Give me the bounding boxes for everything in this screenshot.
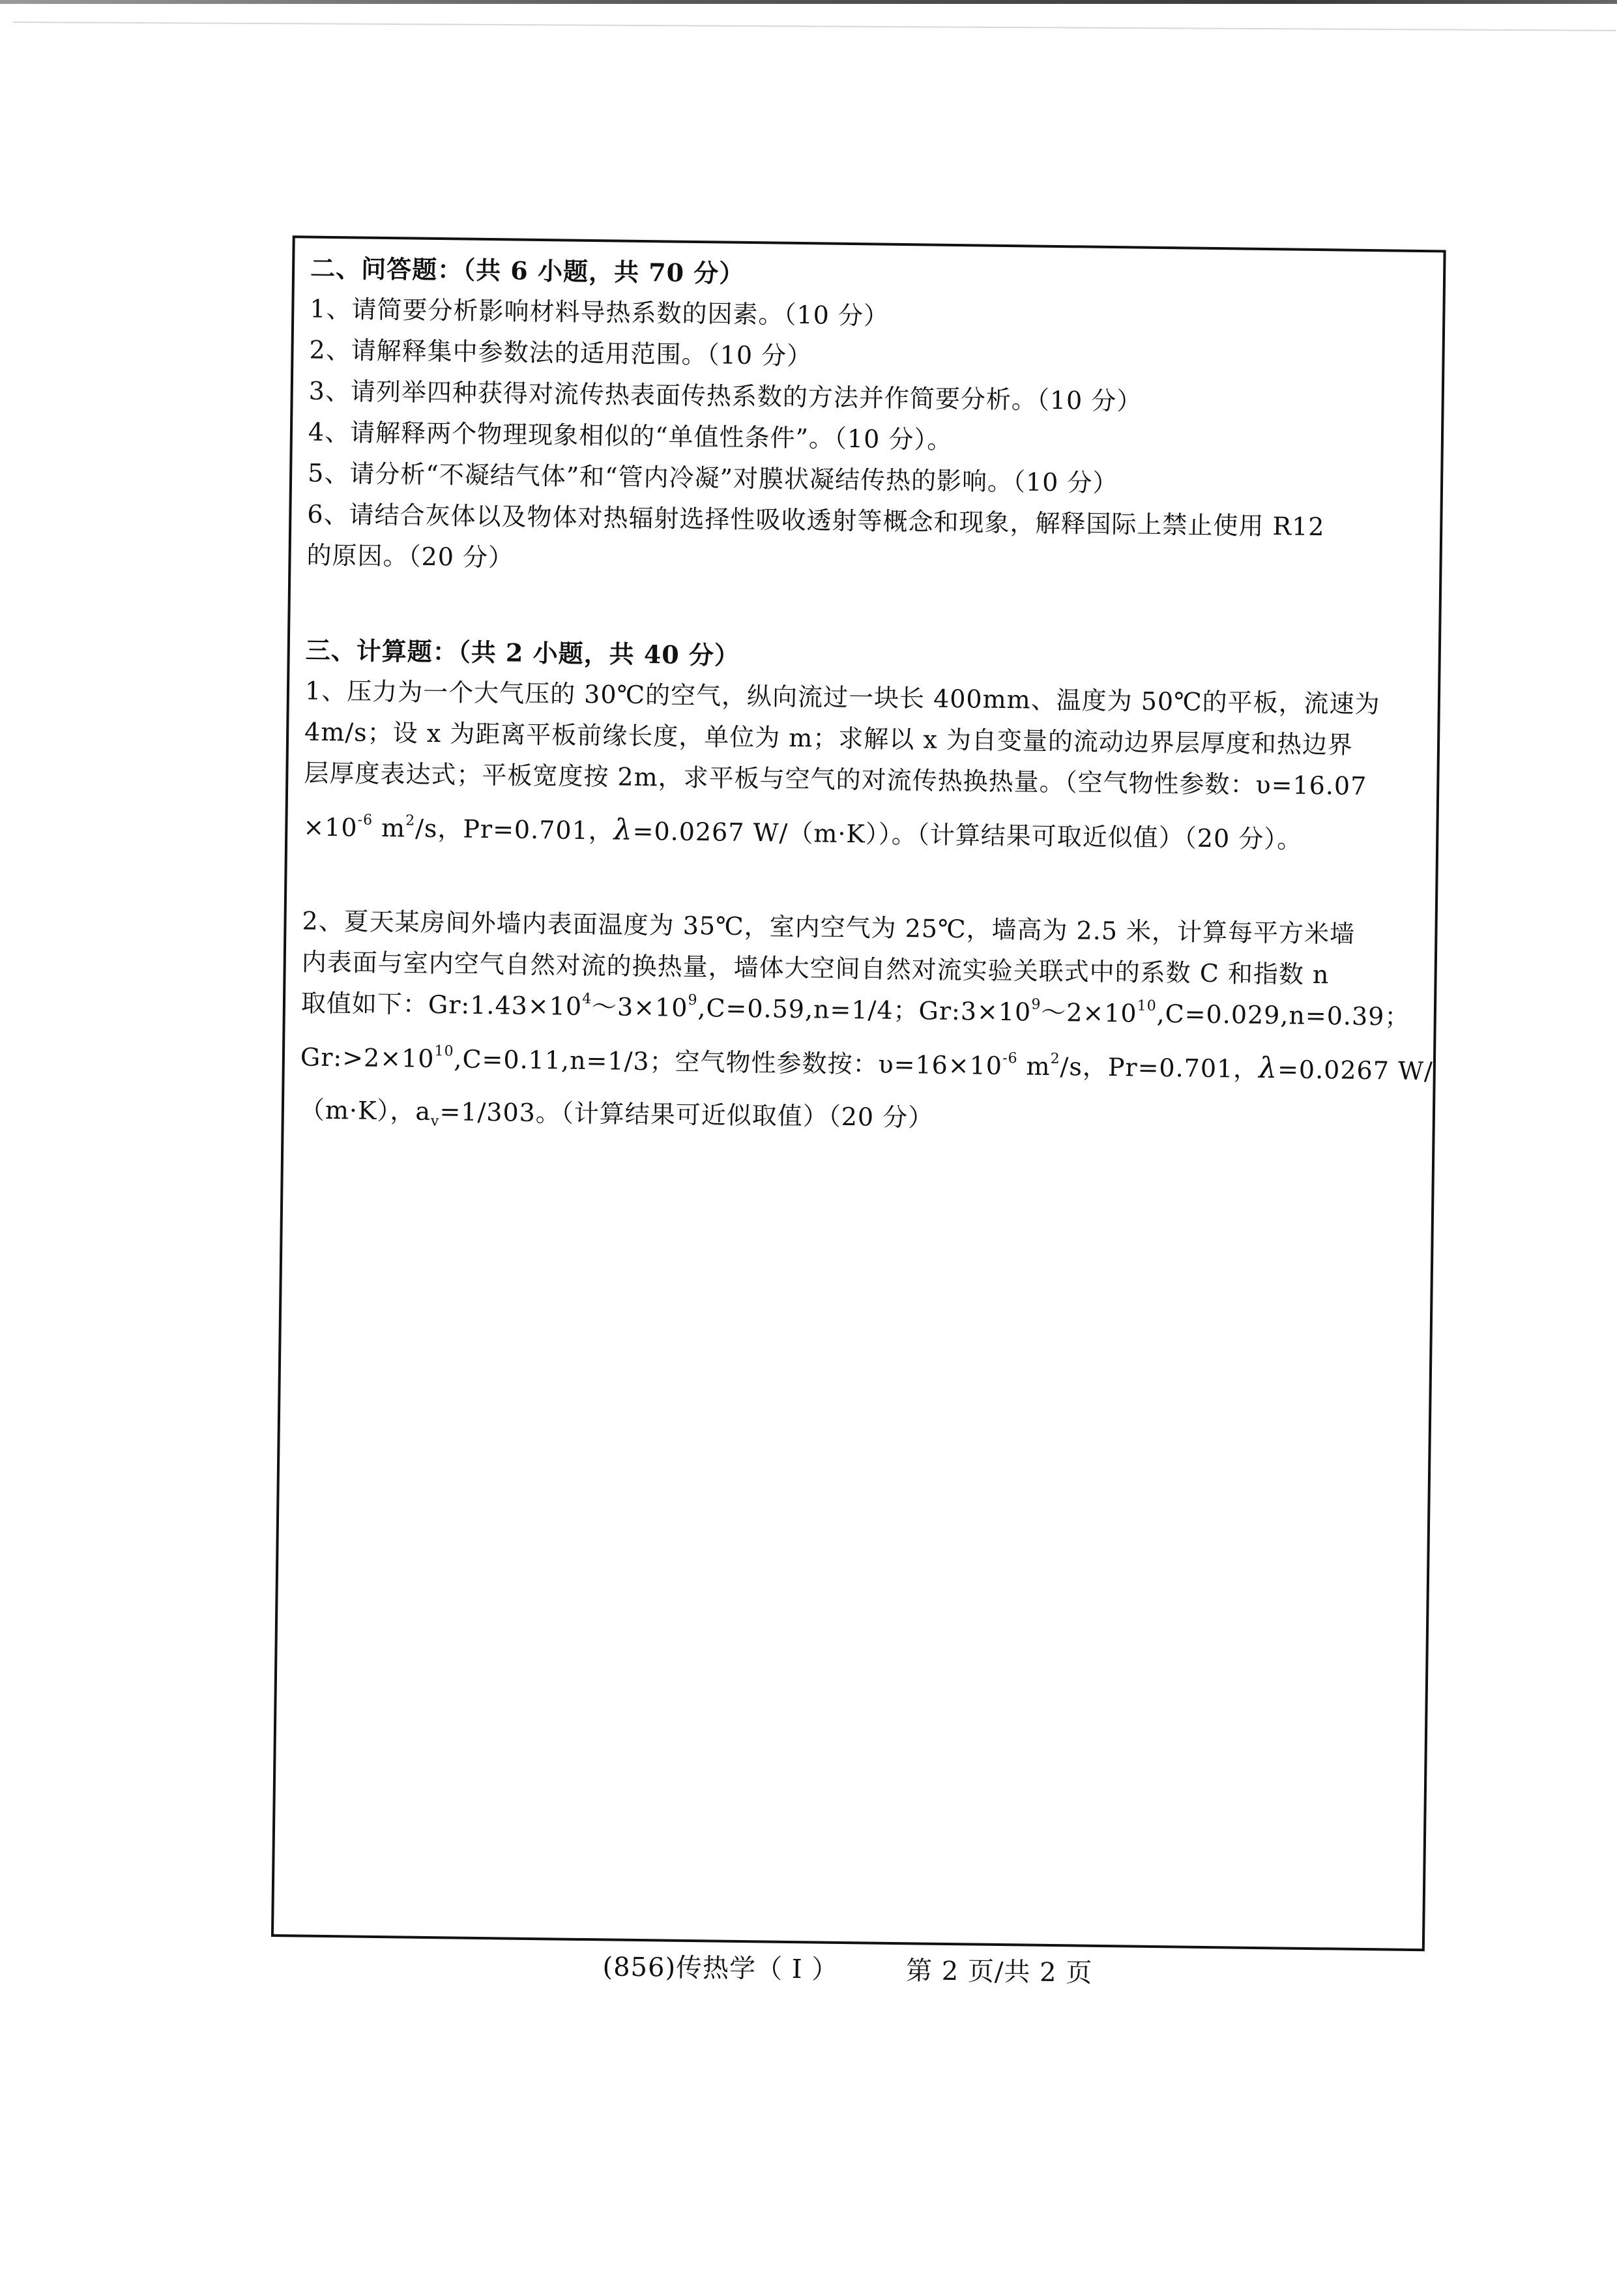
exam-question-box: [271, 235, 1446, 1951]
problem-2-line-2: 内表面与室内空气自然对流的换热量，墙体大空间自然对流实验关联式中的系数 C 和指数 n: [301, 947, 1330, 990]
problem-2-line-1: 2、夏天某房间外墙内表面温度为 35℃，室内空气为 25℃，墙高为 2.5 米，计算每平方米墙: [302, 906, 1356, 949]
question-6-continued: 的原因。（20 分）: [306, 540, 514, 572]
text: /s，Pr=0.701，: [1060, 1052, 1259, 1083]
text: 取值如下：Gr:1.43×10: [300, 988, 583, 1021]
question-6: 6、请结合灰体以及物体对热辐射选择性吸收透射等概念和现象，解释国际上禁止使用 R12: [307, 499, 1325, 542]
text: （m·K），a: [299, 1095, 431, 1126]
text: /s，Pr=0.701，: [415, 814, 615, 846]
exponent: 10: [434, 1043, 454, 1060]
exponent: 9: [1031, 996, 1042, 1014]
exponent: -6: [1002, 1050, 1018, 1067]
page-footer: [270, 1942, 1425, 1994]
text: =1/303。（计算结果可近似取值）（20 分）: [439, 1097, 934, 1132]
subscript: v: [430, 1113, 440, 1130]
page-number: 第 2 页/共 2 页: [905, 1956, 1093, 1988]
section-3-heading: 三、计算题：（共 2 小题，共 40 分）: [305, 635, 740, 670]
text: ,C=0.029,n=0.39；: [1156, 999, 1410, 1031]
text: m: [1017, 1052, 1051, 1081]
text: ～3×10: [591, 992, 688, 1022]
text: ,C=0.11,n=1/3；空气物性参数按：υ=16×10: [454, 1044, 1003, 1080]
text: ,C=0.59,n=1/4；Gr:3×10: [697, 993, 1032, 1027]
exponent: 10: [1137, 997, 1157, 1015]
exponent: 2: [405, 812, 416, 829]
question-5: 5、请分析“不凝结气体”和“管内冷凝”对膜状凝结传热的影响。（10 分）: [307, 458, 1118, 498]
exam-content: [299, 248, 1434, 1145]
lambda-symbol: λ: [613, 813, 633, 847]
exponent: 4: [582, 991, 592, 1008]
text: ～2×10: [1040, 997, 1137, 1028]
exponent: 9: [688, 992, 698, 1009]
question-4: 4、请解释两个物理现象相似的“单值性条件”。（10 分）。: [308, 417, 953, 454]
question-1: 1、请简要分析影响材料导热系数的因素。（10 分）: [310, 294, 890, 331]
text: m: [372, 813, 406, 843]
question-2: 2、请解释集中参数法的适用范围。（10 分）: [309, 335, 813, 371]
text: =0.0267 W/（m·K））。（计算结果可取近似值）（20 分）。: [632, 816, 1303, 854]
exponent: -6: [357, 812, 373, 829]
question-3: 3、请列举四种获得对流传热表面传热系数的方法并作简要分析。（10 分）: [308, 376, 1143, 416]
lambda-symbol: λ: [1258, 1051, 1278, 1085]
text: =0.0267 W/: [1277, 1055, 1434, 1086]
section-2-heading: 二、问答题：（共 6 小题，共 70 分）: [310, 253, 745, 288]
exponent: 2: [1050, 1051, 1060, 1068]
problem-1-line-2: 4m/s；设 x 为距离平板前缘长度，单位为 m；求解以 x 为自变量的流动边界层厚度和热边界: [304, 717, 1354, 759]
text: Gr:>2×10: [300, 1042, 435, 1074]
text: ×10: [303, 812, 358, 842]
problem-1-line-3: 层厚度表达式；平板宽度按 2m，求平板与空气的对流传热换热量。（空气物性参数：υ=16.07: [304, 758, 1367, 801]
problem-1-line-1: 1、压力为一个大气压的 30℃的空气，纵向流过一块长 400mm、温度为 50℃的平板，流速为: [304, 676, 1380, 719]
course-code: (856)传热学（ I ）: [602, 1952, 839, 1985]
